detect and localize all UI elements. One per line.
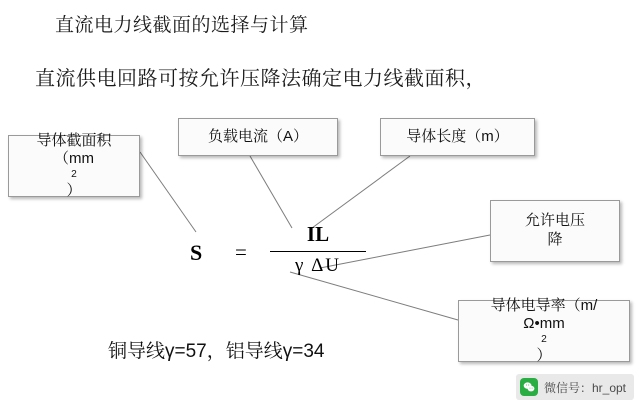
material-note: 铜导线γ=57，铝导线γ=34 <box>108 341 325 362</box>
formula-fraction-bar <box>270 251 366 252</box>
callout-conductor-area <box>8 131 140 199</box>
formula-numerator: IL <box>306 222 330 246</box>
callout-voltage-line1: 允许电压 <box>524 212 585 230</box>
callout-area-line1: 导体截面积 <box>36 131 112 149</box>
formula-symbol: S <box>190 240 203 265</box>
page-subtitle: 直流供电回路可按允许压降法确定电力线截面积， <box>35 68 486 90</box>
callout-conductivity-line2: Ω•mm 2 ） <box>523 315 565 364</box>
callout-conductivity-line1: 导体电导率（m/ <box>490 296 598 314</box>
callout-conductor-length <box>380 118 535 156</box>
watermark <box>516 374 634 400</box>
callout-length-label: 导体长度（m） <box>406 127 509 145</box>
callout-voltage-line2: 降 <box>547 231 563 248</box>
callout-allowed-voltage-drop <box>490 200 620 262</box>
callout-conductivity <box>458 296 630 364</box>
formula-block <box>180 222 400 297</box>
formula-equals: = <box>235 240 247 264</box>
wechat-icon <box>520 378 538 396</box>
callout-area-line2: （mm 2 ） <box>53 150 94 199</box>
watermark-text: 微信号：hr_opt <box>543 380 626 395</box>
page-title: 直流电力线截面的选择与计算 <box>55 15 309 36</box>
formula-denominator: γ ΔU <box>294 255 342 276</box>
formula-fraction <box>268 222 368 277</box>
callout-load-current <box>178 118 338 156</box>
callout-current-label: 负载电流（A） <box>207 127 308 145</box>
